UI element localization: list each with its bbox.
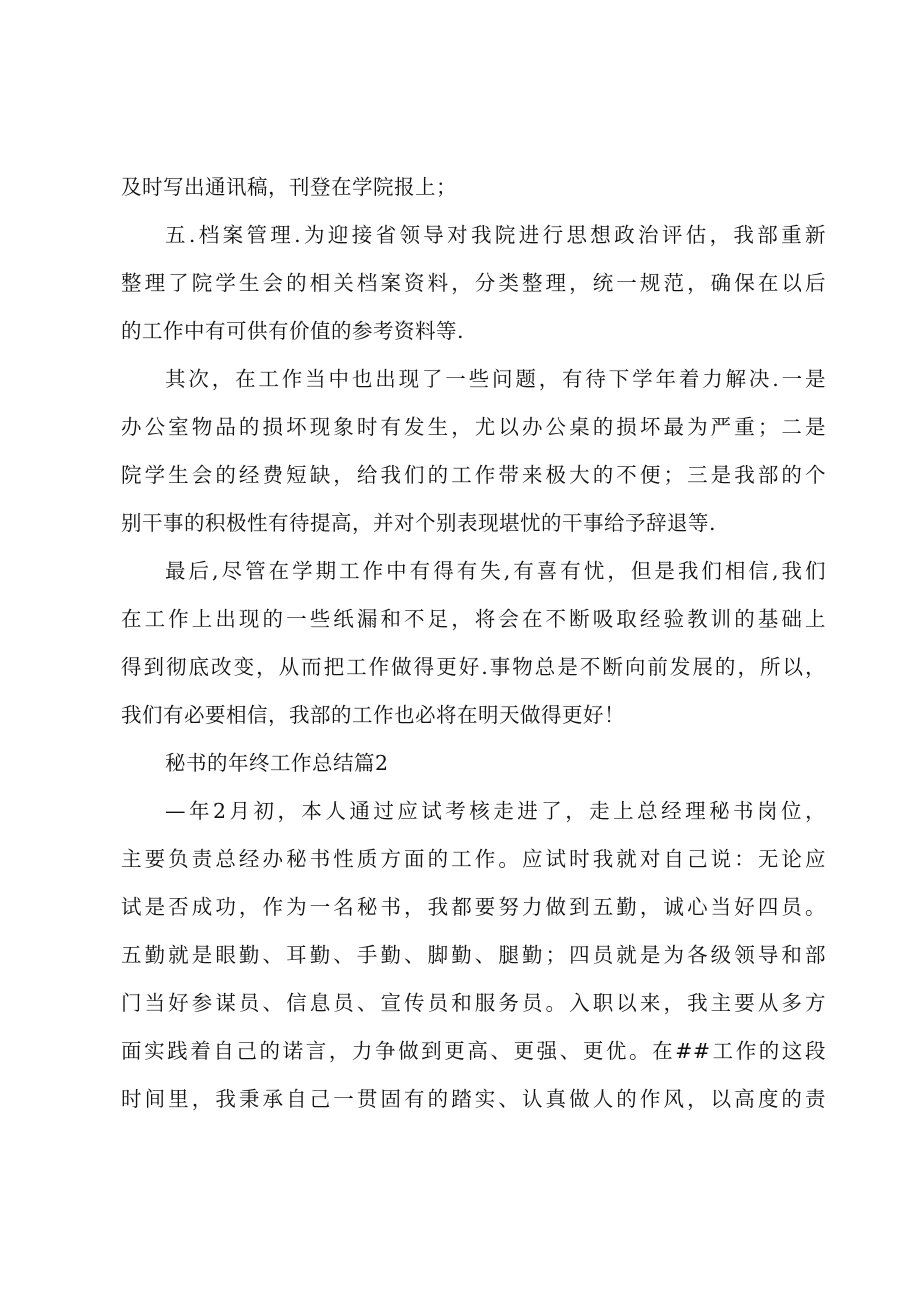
paragraph-line: 及时写出通讯稿，刊登在学院报上； [121, 175, 457, 199]
paragraph-line: 在工作上出现的一些纸漏和不足，将会在不断吸取经验教训的基础上 [121, 607, 826, 631]
paragraph-line: 别干事的积极性有待提高，并对个别表现堪忧的干事给予辞退等. [121, 511, 717, 535]
paragraph-line: —年2月初，本人通过应试考核走进了，走上总经理秘书岗位， [165, 799, 826, 823]
paragraph-line: 时间里，我秉承自己一贯固有的踏实、认真做人的作风，以高度的责 [121, 1087, 826, 1111]
section-heading: 秘书的年终工作总结篇2 [165, 751, 389, 775]
paragraph-line: 我们有必要相信，我部的工作也必将在明天做得更好！ [121, 703, 625, 727]
paragraph-line: 试是否成功，作为一名秘书，我都要努力做到五勤，诚心当好四员。 [121, 895, 826, 919]
paragraph-line: 最后,尽管在学期工作中有得有失,有喜有忧，但是我们相信,我们 [165, 559, 826, 583]
paragraph-line: 得到彻底改变，从而把工作做得更好.事物总是不断向前发展的，所以， [121, 655, 826, 679]
paragraph-line: 五.档案管理.为迎接省领导对我院进行思想政治评估，我部重新 [165, 223, 826, 247]
paragraph-line: 整理了院学生会的相关档案资料，分类整理，统一规范，确保在以后 [121, 271, 826, 295]
paragraph-line: 五勤就是眼勤、耳勤、手勤、脚勤、腿勤；四员就是为各级领导和部 [121, 943, 826, 967]
paragraph-line: 其次，在工作当中也出现了一些问题，有待下学年着力解决.一是 [165, 367, 826, 391]
paragraph-line: 门当好参谋员、信息员、宣传员和服务员。入职以来，我主要从多方 [121, 991, 826, 1015]
paragraph-line: 面实践着自己的诺言，力争做到更高、更强、更优。在##工作的这段 [121, 1039, 826, 1063]
paragraph-line: 办公室物品的损坏现象时有发生，尤以办公桌的损坏最为严重；二是 [121, 415, 826, 439]
paragraph-line: 主要负责总经办秘书性质方面的工作。应试时我就对自己说：无论应 [121, 847, 826, 871]
paragraph-line: 院学生会的经费短缺，给我们的工作带来极大的不便；三是我部的个 [121, 463, 826, 487]
paragraph-line: 的工作中有可供有价值的参考资料等. [121, 319, 465, 343]
